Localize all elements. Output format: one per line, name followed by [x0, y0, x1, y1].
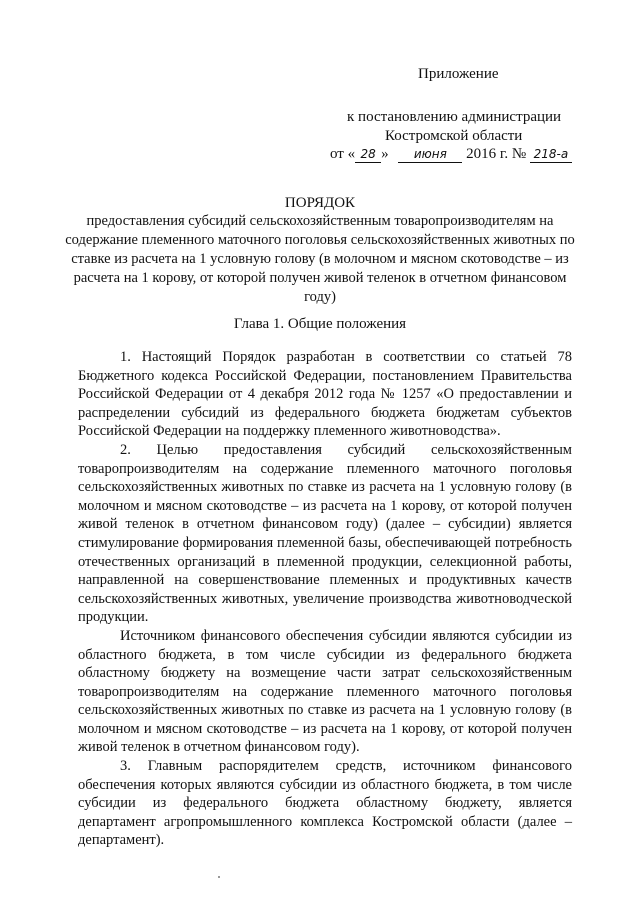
appendix-line-1: к постановлению администрации [347, 109, 562, 125]
appendix-date-line [330, 146, 572, 163]
date-mid: » [381, 146, 389, 162]
paragraph-3: Источником финансового обеспечения субсидии являются субсидии из областного бюджета, в том числе субсидии из федерального бюджета областному бюджету на возмещение части затрат сельскохозяйственным товаропроизводителям на содержание племенного маточного поголовья сельскохозяйственных животных по ставке из расчета на 1 условную голову (в молочном и мясном скотоводстве – из расчета на 1 корову, от которой получен живой теленок в отчетном финансовом году). [78, 627, 572, 756]
appendix-label: Приложение [418, 66, 499, 82]
scan-mark [218, 876, 220, 878]
document-subtitle: предоставления субсидий сельскохозяйственным товаропроизводителям на содержание племенного маточного поголовья сельскохозяйственных животных по ставке из расчета на 1 условную голову (в молочном и мясном скотоводстве – из расчета на 1 корову, от которой получен живой теленок в отчетном финансовом году) [65, 213, 575, 305]
paragraph-2: 2. Целью предоставления субсидий сельскохозяйственным товаропроизводителям на содержание племенного маточного поголовья сельскохозяйственных животных по ставке из расчета на 1 условную голову (в молочном и мясном скотоводстве – из расчета на 1 корову, от которой получен живой теленок в отчетном финансовом году) (далее – субсидии) является стимулирование формирования племенной базы, обеспечивающей потребность отечественных организаций в племенной продукции, селекционной работы, направленной на совершенствование племенных и продуктивных качеств сельскохозяйственных животных, увеличение производства животноводческой продукции. [78, 441, 572, 626]
date-number: 218-а [530, 147, 572, 163]
chapter-heading: Глава 1. Общие положения [233, 316, 407, 332]
appendix-line-2: Костромской области [385, 128, 523, 144]
paragraph-4: 3. Главным распорядителем средств, источником финансового обеспечения которых являются субсидии из областного бюджета, в том числе субсидии из федерального бюджета областному бюджету, является департамент агропромышленного комплекса Костромской области (далее – департамент). [78, 758, 572, 849]
date-year: 2016 г. № [466, 146, 527, 162]
date-prefix: от « [330, 146, 356, 162]
document-body [78, 348, 572, 850]
paragraph-1: 1. Настоящий Порядок разработан в соответствии со статьей 78 Бюджетного кодекса Российской Федерации, постановлением Правительства Российской Федерации от 4 декабря 2012 года № 1257 «О предоставлении и распределении субсидий из федерального бюджета бюджетам субъектов Российской Федерации на поддержку племенного животноводства». [78, 349, 572, 440]
date-day: 28 [355, 147, 381, 163]
date-month: июня [398, 147, 462, 163]
document-title: ПОРЯДОК [284, 195, 356, 211]
